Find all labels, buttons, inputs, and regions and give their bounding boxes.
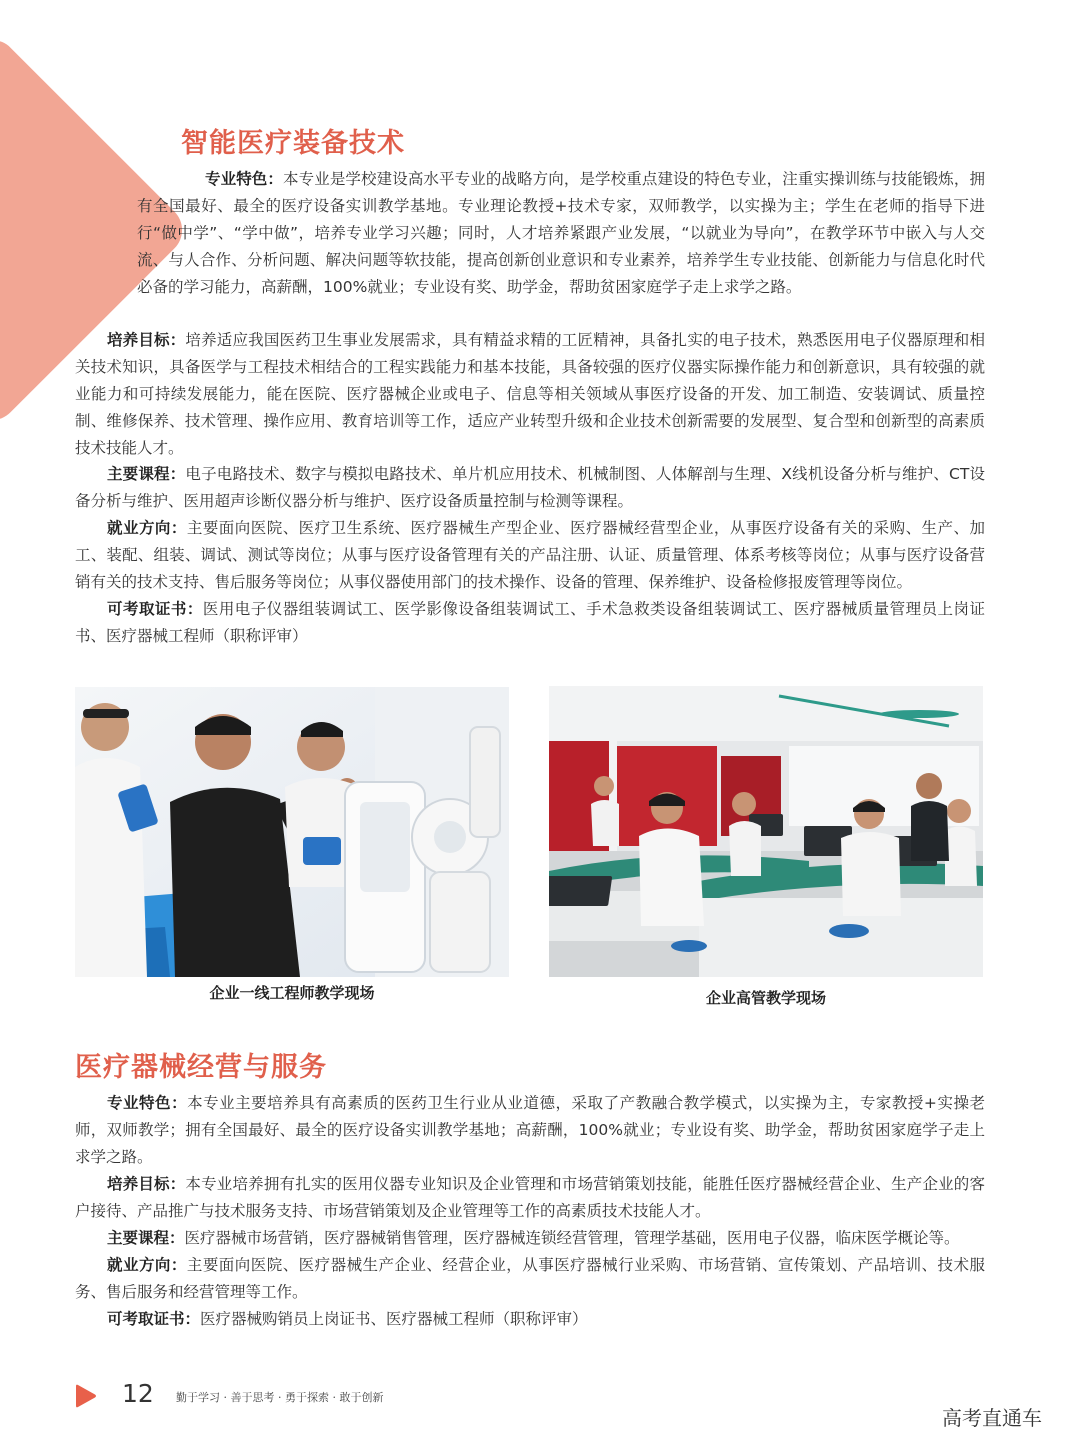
feature-label: 专业特色： [205, 170, 284, 188]
certs-text: 医疗器械购销员上岗证书、医疗器械工程师（职称评审） [200, 1310, 588, 1328]
section1-certs-paragraph [75, 596, 985, 650]
page-number: 12 [122, 1379, 154, 1408]
goal-text: 本专业培养拥有扎实的医用仪器专业知识及企业管理和市场营销策划技能，能胜任医疗器械经营企业、生产企业的客户接待、产品推广与技术服务支持、市场营销策划及企业管理等工作的高素质技术技能人才。 [75, 1175, 985, 1220]
footer-motto: 勤于学习 · 善于思考 · 勇于探索 · 敢于创新 [176, 1391, 384, 1404]
engineer-teaching-photo [75, 687, 509, 977]
jobs-text: 主要面向医院、医疗器械生产企业、经营企业，从事医疗器械行业采购、市场营销、宣传策划、产品培训、技术服务、售后服务和经营管理等工作。 [75, 1256, 985, 1301]
courses-text: 电子电路技术、数字与模拟电路技术、单片机应用技术、机械制图、人体解剖与生理、X线机设备分析与维护、CT设备分析与维护、医用超声诊断仪器分析与维护、医疗设备质量控制与检测等课程。 [75, 465, 985, 510]
feature-label: 专业特色： [107, 1094, 188, 1112]
section2-courses-paragraph [75, 1225, 985, 1252]
section1-feature-paragraph [137, 166, 985, 301]
courses-text: 医疗器械市场营销，医疗器械销售管理，医疗器械连锁经营管理，管理学基础，医用电子仪器，临床医学概论等。 [184, 1229, 960, 1247]
certs-text: 医用电子仪器组装调试工、医学影像设备组装调试工、手术急救类设备组装调试工、医疗器械质量管理员上岗证书、医疗器械工程师（职称评审） [75, 600, 985, 645]
page-arrow-icon [73, 1384, 97, 1408]
feature-text: 本专业主要培养具有高素质的医药卫生行业从业道德，采取了产教融合教学模式，以实操为主，专家教授+实操老师，双师教学；拥有全国最好、最全的医疗设备实训教学基地；高薪酬，100%就业；专业设有奖、助学金，帮助贫困家庭学子走上求学之路。 [75, 1094, 985, 1166]
watermark-text: 高考直通车 [942, 1406, 1042, 1430]
section2-feature-paragraph [75, 1090, 985, 1171]
section1-goal-paragraph [75, 327, 985, 462]
certs-label: 可考取证书： [107, 600, 203, 618]
section2-certs-paragraph [75, 1306, 985, 1333]
engineer-teaching-illustration [75, 687, 509, 977]
jobs-label: 就业方向： [107, 519, 187, 537]
section-title-device-business: 医疗器械经营与服务 [75, 1052, 327, 1083]
classroom-teaching-photo [549, 686, 983, 977]
section2-jobs-paragraph [75, 1252, 985, 1306]
section2-goal-paragraph [75, 1171, 985, 1225]
goal-label: 培养目标： [107, 1175, 186, 1193]
jobs-text: 主要面向医院、医疗卫生系统、医疗器械生产型企业、医疗器械经营型企业，从事医疗设备有关的采购、生产、加工、装配、组装、调试、测试等岗位；从事与医疗设备管理有关的产品注册、认证、质量管理、体系考核等岗位；从事与医疗设备营销有关的技术支持、售后服务等岗位；从事仪器使用部门的技术操作、设备的管理、保养维护、设备检修报废管理等岗位。 [75, 519, 985, 591]
goal-label: 培养目标： [107, 331, 186, 349]
feature-text: 本专业是学校建设高水平专业的战略方向，是学校重点建设的特色专业，注重实操训练与技能锻炼，拥有全国最好、最全的医疗设备实训教学基地。专业理论教授+技术专家，双师教学，以实操为主；学生在老师的指导下进行“做中学”、“学中做”，培养专业学习兴趣；同时，人才培养紧跟产业发展，“以就业为导向”，在教学环节中嵌入与人交流、与人合作、分析问题、解决问题等软技能，提高创新创业意识和专业素养，培养学生专业技能、创新能力与信息化时代必备的学习能力，高薪酬，100%就业；专业设有奖、助学金，帮助贫困家庭学子走上求学之路。 [137, 170, 985, 296]
goal-text: 培养适应我国医药卫生事业发展需求，具有精益求精的工匠精神，具备扎实的电子技术，熟悉医用电子仪器原理和相关技术知识，具备医学与工程技术相结合的工程实践能力和基本技能，具备较强的医疗仪器实际操作能力和创新意识，具有较强的就业能力和可持续发展能力，能在医院、医疗器械企业或电子、信息等相关领域从事医疗设备的开发、加工制造、安装调试、质量控制、维修保养、技术管理、操作应用、教育培训等工作，适应产业转型升级和企业技术创新需要的发展型、复合型和创新型的高素质技术技能人才。 [75, 331, 985, 457]
section1-jobs-paragraph [75, 515, 985, 596]
section1-courses-paragraph [75, 461, 985, 515]
left-photo-caption: 企业一线工程师教学现场 [209, 984, 375, 1002]
jobs-label: 就业方向： [107, 1256, 187, 1274]
courses-label: 主要课程： [107, 1229, 185, 1247]
courses-label: 主要课程： [107, 465, 186, 483]
right-photo-caption: 企业高管教学现场 [705, 989, 826, 1007]
section-title-medical-equipment: 智能医疗装备技术 [181, 128, 405, 159]
classroom-illustration [549, 686, 983, 977]
certs-label: 可考取证书： [107, 1310, 201, 1328]
